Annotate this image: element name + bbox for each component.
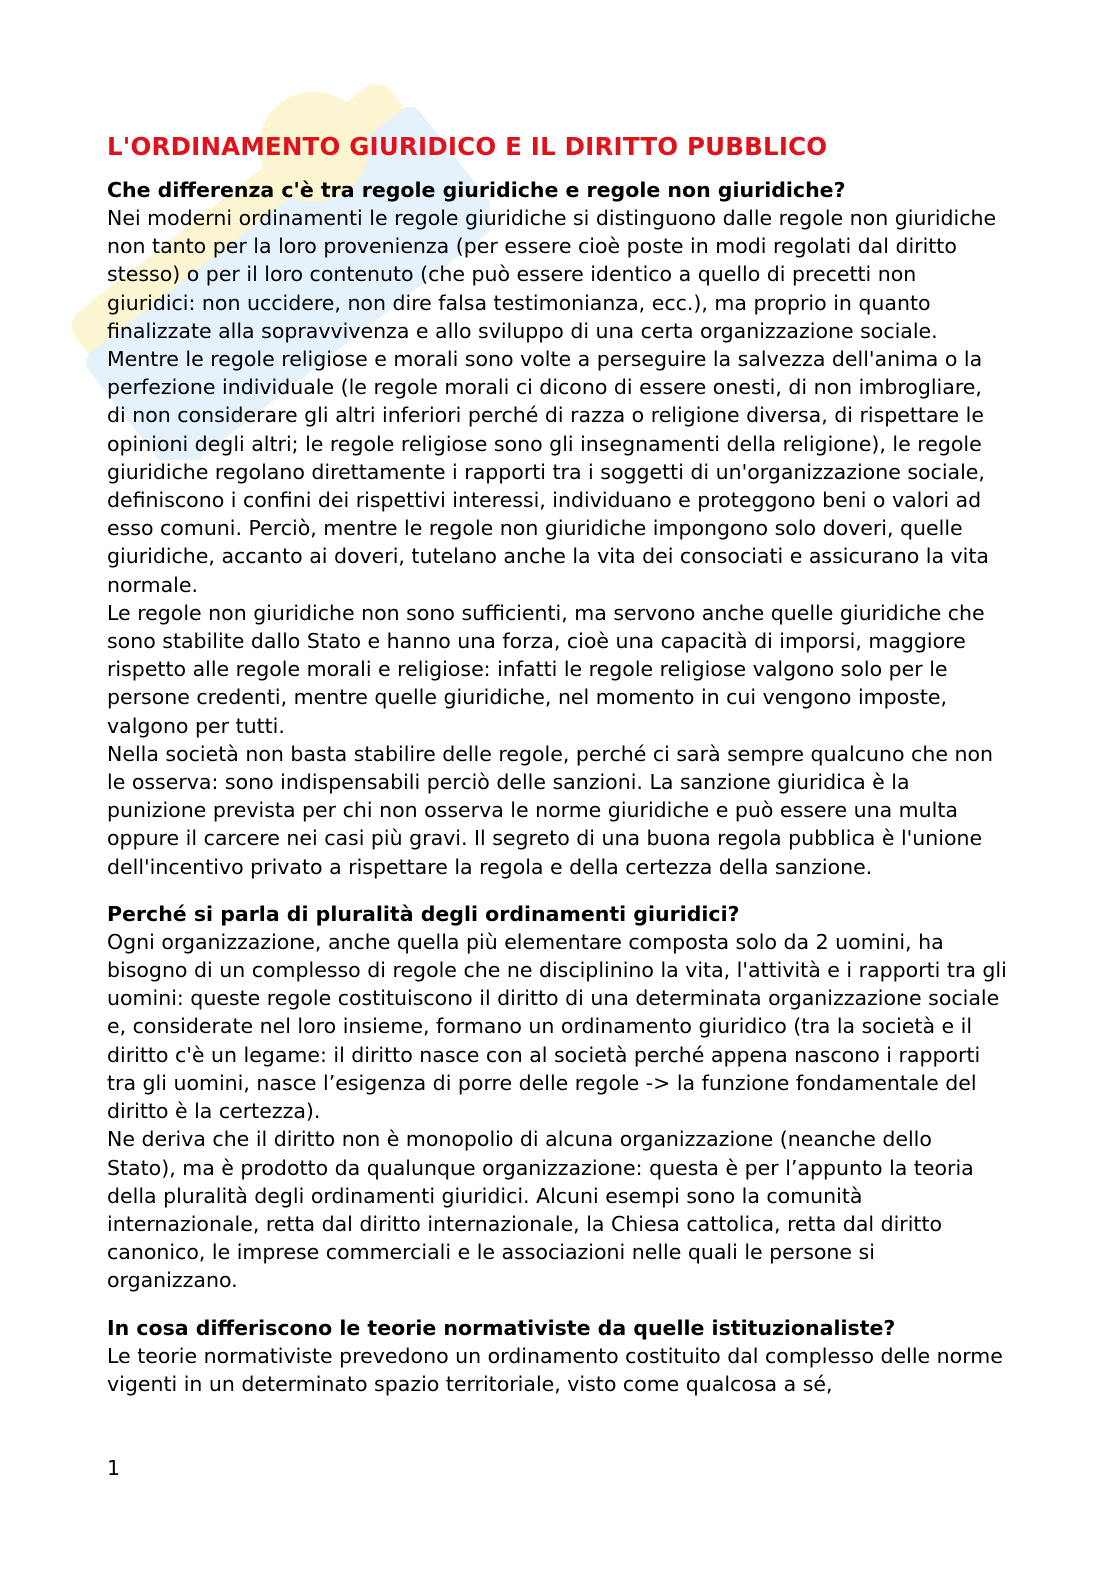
section-legal-vs-nonlegal-rules: [107, 176, 1007, 881]
document-page: [107, 129, 1007, 1417]
section-normativist-vs-institutionalist: [107, 1314, 1007, 1398]
paragraph: Le regole non giuridiche non sono sufficienti, ma servono anche quelle giuridiche che sono stabilite dallo Stato e hanno una forza, cioè una capacità di imporsi, maggiore rispetto alle regole morali e religiose: infatti le regole religiose valgono solo per le persone credenti, mentre quelle giuridiche, nel momento in cui vengono imposte, valgono per tutti.: [107, 600, 985, 738]
paragraph: Ne deriva che il diritto non è monopolio di alcuna organizzazione (neanche dello Stato), ma è prodotto da qualunque organizzazione: questa è per l’appunto la teoria della pluralità degli ordinamenti giuridici. Alcuni esempi sono la comunità internazionale, retta dal diritto internazionale, la Chiesa cattolica, retta dal diritto canonico, le imprese commerciali e le associazioni nelle quali le persone si organizzano.: [107, 1127, 974, 1293]
document-title: L'ORDINAMENTO GIURIDICO E IL DIRITTO PUBBLICO: [107, 132, 828, 161]
section-question: In cosa differiscono le teorie normativiste da quelle istituzionaliste?: [107, 1315, 896, 1340]
section-question: Perché si parla di pluralità degli ordinamenti giuridici?: [107, 901, 740, 926]
paragraph: Le teorie normativiste prevedono un ordinamento costituito dal complesso delle norme vigenti in un determinato spazio territoriale, visto come qualcosa a sé,: [107, 1343, 1003, 1396]
section-plurality-of-legal-orders: [107, 900, 1007, 1295]
paragraph: Nei moderni ordinamenti le regole giuridiche si distinguono dalle regole non giuridiche non tanto per la loro provenienza (per essere cioè poste in modi regolati dal diritto stesso) o per il loro contenuto (che può essere identico a quello di precetti non giuridici: non uccidere, non dire falsa testimonianza, ecc.), ma proprio in quanto finalizzate alla sopravvivenza e allo sviluppo di una certa organizzazione sociale. Mentre le regole religiose e morali sono volte a perseguire la salvezza dell'anima o la perfezione individuale (le regole morali ci dicono di essere onesti, di non imbrogliare, di non considerare gli altri inferiori perché di razza o religione diversa, di rispettare le opinioni degli altri; le regole religiose sono gli insegnamenti della religione), le regole giuridiche regolano direttamente i rapporti tra i soggetti di un'organizzazione sociale, definiscono i confini dei rispettivi interessi, individuano e proteggono beni o valori ad esso comuni. Perciò, mentre le regole non giuridiche impongono solo doveri, quelle giuridiche, accanto ai doveri, tutelano anche la vita dei consociati e assicurano la vita normale.: [107, 206, 997, 597]
section-question: Che differenza c'è tra regole giuridiche e regole non giuridiche?: [107, 178, 846, 202]
paragraph: Ogni organizzazione, anche quella più elementare composta solo da 2 uomini, ha bisogno di un complesso di regole che ne disciplinino la vita, l'attività e i rapporti tra gli uomini: queste regole costituiscono il diritto di una determinata organizzazione sociale e, considerate nel loro insieme, formano un ordinamento giuridico (tra la società e il diritto c'è un legame: il diritto nasce con al società perché appena nascono i rapporti tra gli uomini, nasce l’esigenza di porre delle regole -> la funzione fondamentale del diritto è la certezza).: [107, 929, 1007, 1124]
paragraph: Nella società non basta stabilire delle regole, perché ci sarà sempre qualcuno che non le osserva: sono indispensabili perciò delle sanzioni. La sanzione giuridica è la punizione prevista per chi non osserva le norme giuridiche e può essere una multa oppure il carcere nei casi più gravi. Il segreto di una buona regola pubblica è l'unione dell'incentivo privato a rispettare la regola e della certezza della sanzione.: [107, 741, 993, 879]
page-number: 1: [107, 1456, 121, 1480]
